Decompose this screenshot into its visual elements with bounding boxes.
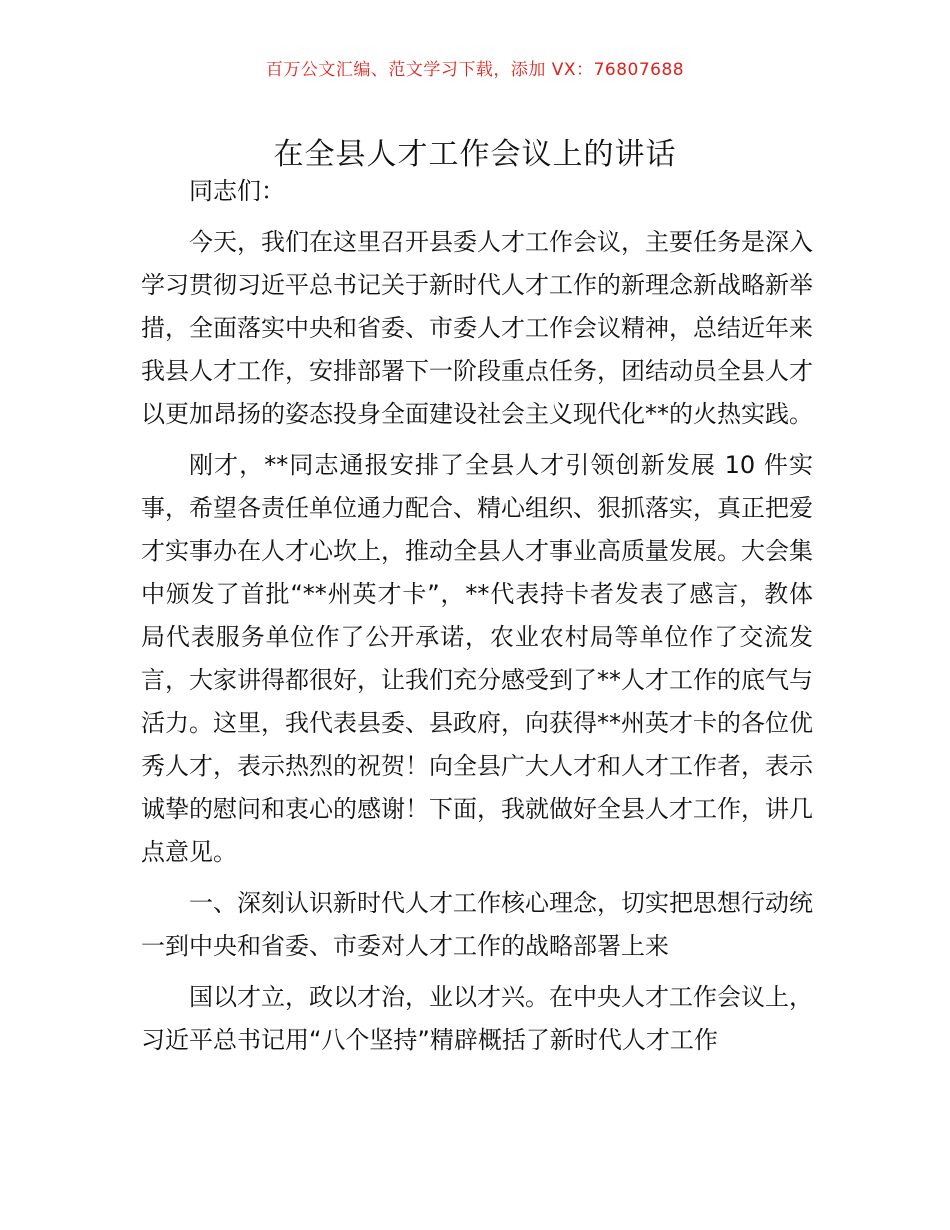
- header-banner: 百万公文汇编、范文学习下载，添加 VX：76807688: [265, 60, 685, 80]
- paragraph-review: 刚才，**同志通报安排了全县人才引领创新发展 10 件实事，希望各责任单位通力配合、精心组织、狠抓落实，真正把爱才实事办在人才心坎上，推动全县人才事业高质量发展。大会集中颁发了首批“**州英才卡”，**代表持卡者发表了感言，教体局代表服务单位作了公开承诺，农业农村局等单位作了交流发言，大家讲得都很好，让我们充分感受到了**人才工作的底气与活力。这里，我代表县委、县政府，向获得**州英才卡的各位优秀人才，表示热烈的祝贺！向全县广大人才和人才工作者，表示诚挚的慰问和衷心的感谢！下面，我就做好全县人才工作，讲几点意见。: [141, 451, 813, 866]
- document-title: 在全县人才工作会议上的讲话: [273, 137, 677, 173]
- salutation: 同志们：: [189, 177, 285, 205]
- document-body: [141, 221, 813, 1070]
- paragraph-section-1: 国以才立，政以才治，业以才兴。在中央人才工作会议上，习近平总书记用“八个坚持”精辟概括了新时代人才工作: [141, 983, 813, 1054]
- paragraph-intro: 今天，我们在这里召开县委人才工作会议，主要任务是深入学习贯彻习近平总书记关于新时代人才工作的新理念新战略新举措，全面落实中央和省委、市委人才工作会议精神，总结近年来我县人才工作，安排部署下一阶段重点任务，团结动员全县人才以更加昂扬的姿态投身全面建设社会主义现代化**的火热实践。: [141, 228, 813, 428]
- section-heading-1: 一、深刻认识新时代人才工作核心理念，切实把思想行动统一到中央和省委、市委对人才工作的战略部署上来: [141, 889, 813, 960]
